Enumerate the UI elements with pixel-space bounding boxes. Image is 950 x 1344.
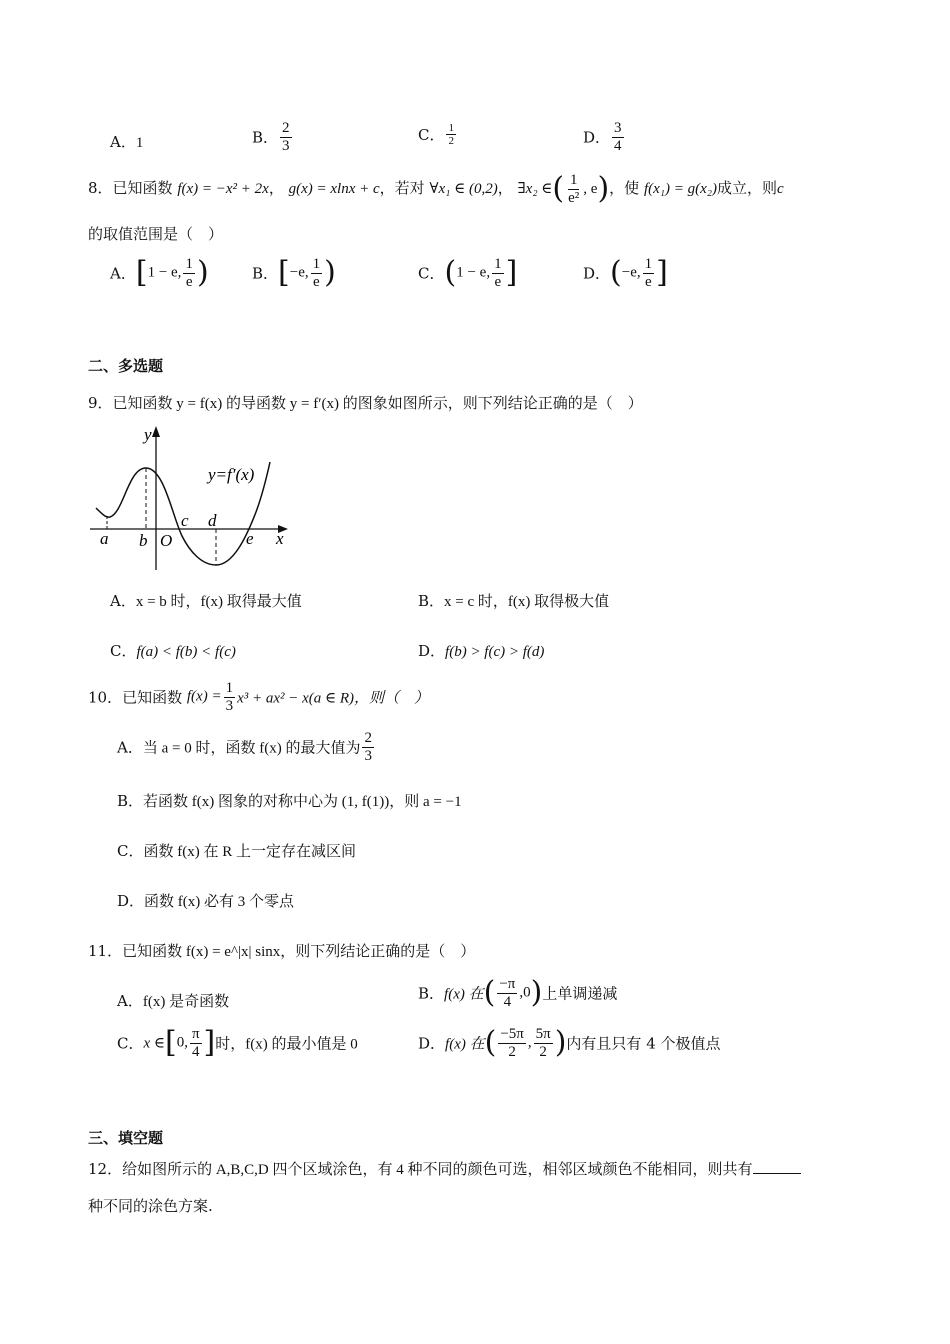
q10-option-b[interactable]: B．若函数 f(x) 图象的对称中心为 (1, f(1))，则 a = −1 — [117, 792, 462, 810]
q10-option-a[interactable]: A．当 a = 0 时，函数 f(x) 的最大值为 $\frac{2}{3}$ — [117, 730, 372, 764]
point-e-label: e — [246, 529, 254, 548]
point-b-label: b — [139, 531, 148, 550]
q12-stem: 12．给如图所示的 A,B,C,D 四个区域涂色，有 4 种不同的颜色可选，相邻区域颜色不能相同，则共有 — [88, 1158, 801, 1179]
q9-option-a[interactable]: A．x = b 时，f(x) 取得最大值 — [110, 592, 302, 610]
fraction: $\frac{2}{3}$ — [364, 730, 372, 764]
q9-option-c[interactable]: C．f(a) < f(b) < f(c) — [110, 642, 236, 660]
q11-option-c[interactable]: C．x ∈[0, $\frac{\pi}{4}$ ]时，f(x) 的最小值是 0 — [117, 1025, 358, 1060]
fraction: $\frac{\pi}{4}$ — [191, 1026, 200, 1060]
fraction: $\frac{1}{\text{e²}}$ — [568, 172, 580, 206]
option-label: D． — [583, 128, 611, 147]
f-definition: f(x) = −x² + 2x — [177, 181, 269, 197]
q12-stem-line2: 种不同的涂色方案. — [88, 1197, 213, 1215]
q10-option-c[interactable]: C．函数 f(x) 在 R 上一定存在减区间 — [117, 842, 356, 860]
axis-y-label: y — [144, 425, 152, 444]
q9-derivative-graph — [88, 420, 298, 580]
origin-label: O — [160, 531, 173, 550]
q9-option-d[interactable]: D．f(b) > f(c) > f(d) — [418, 642, 545, 660]
equation: f(x₁) = g(x₂) — [643, 181, 717, 197]
q8-option-c[interactable]: C．(1 − e, $\frac{1}{e}$ ] — [418, 255, 518, 290]
point-c-label: c — [181, 511, 189, 530]
q9-stem: 9．已知函数 y = f(x) 的导函数 y = f′(x) 的图象如图所示，则下列结论正确的是（ ） — [88, 394, 643, 412]
section-heading-multiple-choice: 二、多选题 — [88, 357, 164, 375]
fraction: $\frac{1}{3}$ — [225, 680, 234, 714]
point-d-label: d — [208, 511, 217, 530]
axis-x-label: x — [276, 529, 284, 548]
q8-option-a[interactable]: A．[1 − e, $\frac{1}{e}$ ) — [110, 255, 209, 290]
fraction: $\frac{1}{e}$ — [185, 256, 193, 290]
q9-option-b[interactable]: B．x = c 时，f(x) 取得极大值 — [418, 592, 610, 610]
q11-option-b[interactable]: B．f(x) 在( $\frac{-\pi}{4}$ ,0)上单调递减 — [418, 975, 618, 1010]
option-label: A． — [110, 133, 136, 151]
q11-stem: 11．已知函数 f(x) = e^|x| sinx，则下列结论正确的是（ ） — [88, 942, 476, 960]
q8-option-d[interactable]: D．(−e, $\frac{1}{e}$ ] — [583, 255, 668, 290]
forall-condition: ∀x₁ ∈ (0,2) — [429, 181, 498, 197]
answer-blank[interactable] — [753, 1159, 801, 1174]
q7-option-d[interactable] — [583, 120, 626, 154]
q10-stem: 10．已知函数 f(x) = $\frac{1}{3}$ x³ + ax² − x(a ∈ R)，则（ ） — [88, 680, 430, 714]
q7-option-c[interactable] — [418, 122, 458, 147]
fraction: $\frac{1}{e}$ — [644, 256, 653, 290]
option-label: C． — [418, 126, 445, 145]
q11-option-a[interactable]: A．f(x) 是奇函数 — [117, 992, 230, 1010]
option-value: 1 — [135, 135, 144, 151]
y-axis-arrow — [152, 426, 160, 437]
fraction: $\frac{-5\pi}{2}$ — [500, 1026, 524, 1060]
q11-option-d[interactable]: D．f(x) 在( $\frac{-5\pi}{2}$ , $\frac{5\pi}{2}$ )内有且只有 4 个极值点 — [418, 1025, 721, 1060]
option-label: B． — [252, 128, 279, 147]
point-a-label: a — [100, 529, 109, 548]
section-heading-fill-in: 三、填空题 — [88, 1129, 164, 1147]
fraction: $\frac{2}{3}$ — [282, 120, 290, 154]
q8-stem-line2: 的取值范围是（ ） — [88, 225, 224, 243]
fraction: $\frac{-\pi}{4}$ — [499, 976, 516, 1010]
fraction: $\frac{1}{2}$ — [448, 122, 454, 148]
q10-option-d[interactable]: D．函数 f(x) 必有 3 个零点 — [117, 892, 295, 910]
q7-option-b[interactable] — [252, 120, 294, 154]
q7-option-a[interactable] — [110, 131, 143, 152]
curve-label: y=f′(x) — [208, 465, 255, 484]
fraction: $\frac{3}{4}$ — [614, 120, 622, 154]
fraction: $\frac{1}{e}$ — [494, 256, 502, 290]
fraction: $\frac{1}{e}$ — [312, 256, 321, 290]
q8-option-b[interactable]: B．[−e, $\frac{1}{e}$ ) — [252, 255, 336, 290]
fraction: $\frac{5\pi}{2}$ — [535, 1026, 551, 1060]
exists-condition: ∃x₂ ∈ — [517, 181, 553, 197]
q8-stem: 8．已知函数 f(x) = −x² + 2x， g(x) = xlnx + c，若对 ∀x₁ ∈ (0,2)， ∃x₂ ∈( $\frac{1}{\text{e²}}$ , e)，使 f(x₁) = g(x₂)成立，则c — [88, 171, 784, 206]
g-definition: g(x) = xlnx + c — [288, 181, 380, 197]
